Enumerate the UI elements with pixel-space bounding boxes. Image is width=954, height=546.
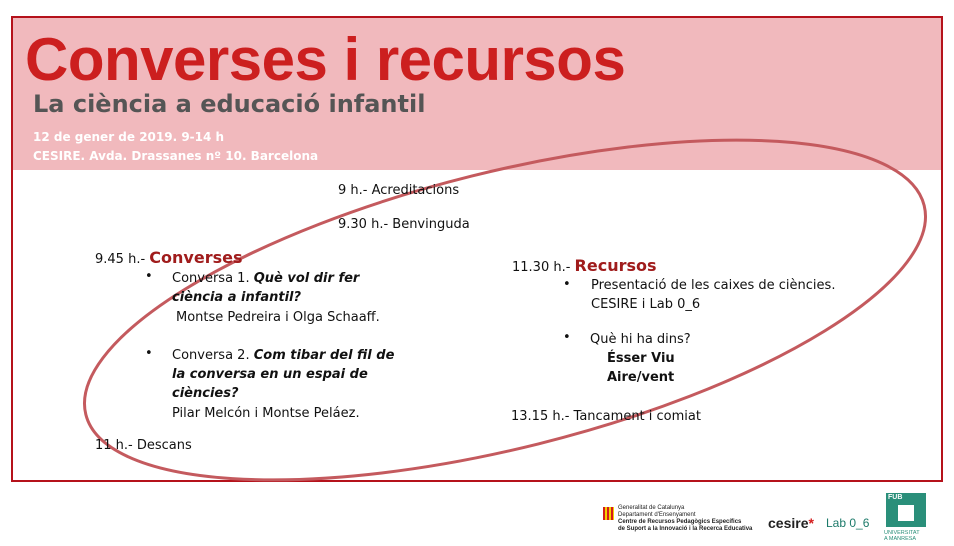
- fub-square-icon: [898, 505, 914, 521]
- lab06-logo: Lab 0_6: [826, 516, 870, 530]
- recursos-time: 11.30 h.-: [512, 260, 575, 275]
- recursos-item1-line2: CESIRE i Lab 0_6: [591, 297, 701, 312]
- bullet-icon: •: [563, 330, 571, 345]
- fub-name-line1: UNIVERSITAT: [884, 530, 920, 536]
- fub-logo: [886, 493, 926, 545]
- conversa2-line1: [172, 346, 394, 365]
- recursos-sub2: Aire/vent: [607, 370, 675, 385]
- conversa2-title-b: la conversa en un espai de: [172, 367, 368, 382]
- poster-subtitle: La ciència a educació infantil: [33, 90, 426, 118]
- conversa1-speakers: Montse Pedreira i Olga Schaaff.: [176, 310, 380, 325]
- cesire-logo: [768, 515, 814, 531]
- benvinguda-item: 9.30 h.- Benvinguda: [338, 217, 470, 232]
- gen-line1: Generalitat de Catalunya: [618, 505, 685, 511]
- recursos-heading: [512, 256, 657, 277]
- conversa2-speakers: Pilar Melcón i Montse Peláez.: [172, 406, 360, 421]
- recursos-title: Recursos: [574, 256, 657, 275]
- gen-line4: de Suport a la Innovació i la Recerca Educativa: [618, 526, 753, 532]
- conversa2-title-c: ciències?: [172, 386, 239, 401]
- gen-line2: Departament d'Ensenyament: [618, 512, 696, 518]
- converses-heading: [95, 248, 242, 269]
- bullet-icon: •: [563, 277, 571, 292]
- generalitat-text: [618, 505, 752, 533]
- fub-name: [884, 530, 920, 542]
- conversa2-title-a: Com tibar del fil de: [253, 348, 395, 363]
- cesire-star: *: [808, 515, 814, 531]
- bullet-icon: •: [145, 346, 153, 361]
- cesire-text: cesire: [768, 515, 809, 531]
- fub-name-line2: A MANRESA: [884, 536, 917, 542]
- conversa1-title-b: ciència a infantil?: [172, 290, 302, 305]
- event-place: CESIRE. Avda. Drassanes nº 10. Barcelona: [33, 149, 319, 163]
- conversa2-prefix: Conversa 2.: [172, 348, 254, 363]
- conversa1-prefix: Conversa 1.: [172, 271, 254, 286]
- header-banner: [13, 18, 941, 170]
- tancament-item: 13.15 h.- Tancament i comiat: [511, 409, 701, 424]
- recursos-sub1: Ésser Viu: [607, 351, 675, 366]
- poster-title: Converses i recursos: [25, 26, 626, 93]
- converses-time: 9.45 h.-: [95, 252, 150, 267]
- recursos-item1-line1: Presentació de les caixes de ciències.: [591, 278, 836, 293]
- acreditacions-item: 9 h.- Acreditacions: [338, 183, 460, 198]
- conversa1-line1: [172, 269, 359, 288]
- fub-label: FUB: [888, 494, 903, 501]
- conversa1-title-a: Què vol dir fer: [253, 271, 360, 286]
- fub-box: [886, 493, 926, 527]
- converses-title: Converses: [149, 248, 243, 267]
- recursos-item2: Què hi ha dins?: [590, 332, 691, 347]
- descans-item: 11 h.- Descans: [95, 438, 192, 453]
- gen-line3: Centre de Recursos Pedagògics Específics: [618, 519, 742, 525]
- bullet-icon: •: [145, 269, 153, 284]
- senyera-icon: [603, 507, 614, 520]
- event-date: 12 de gener de 2019. 9-14 h: [33, 130, 225, 144]
